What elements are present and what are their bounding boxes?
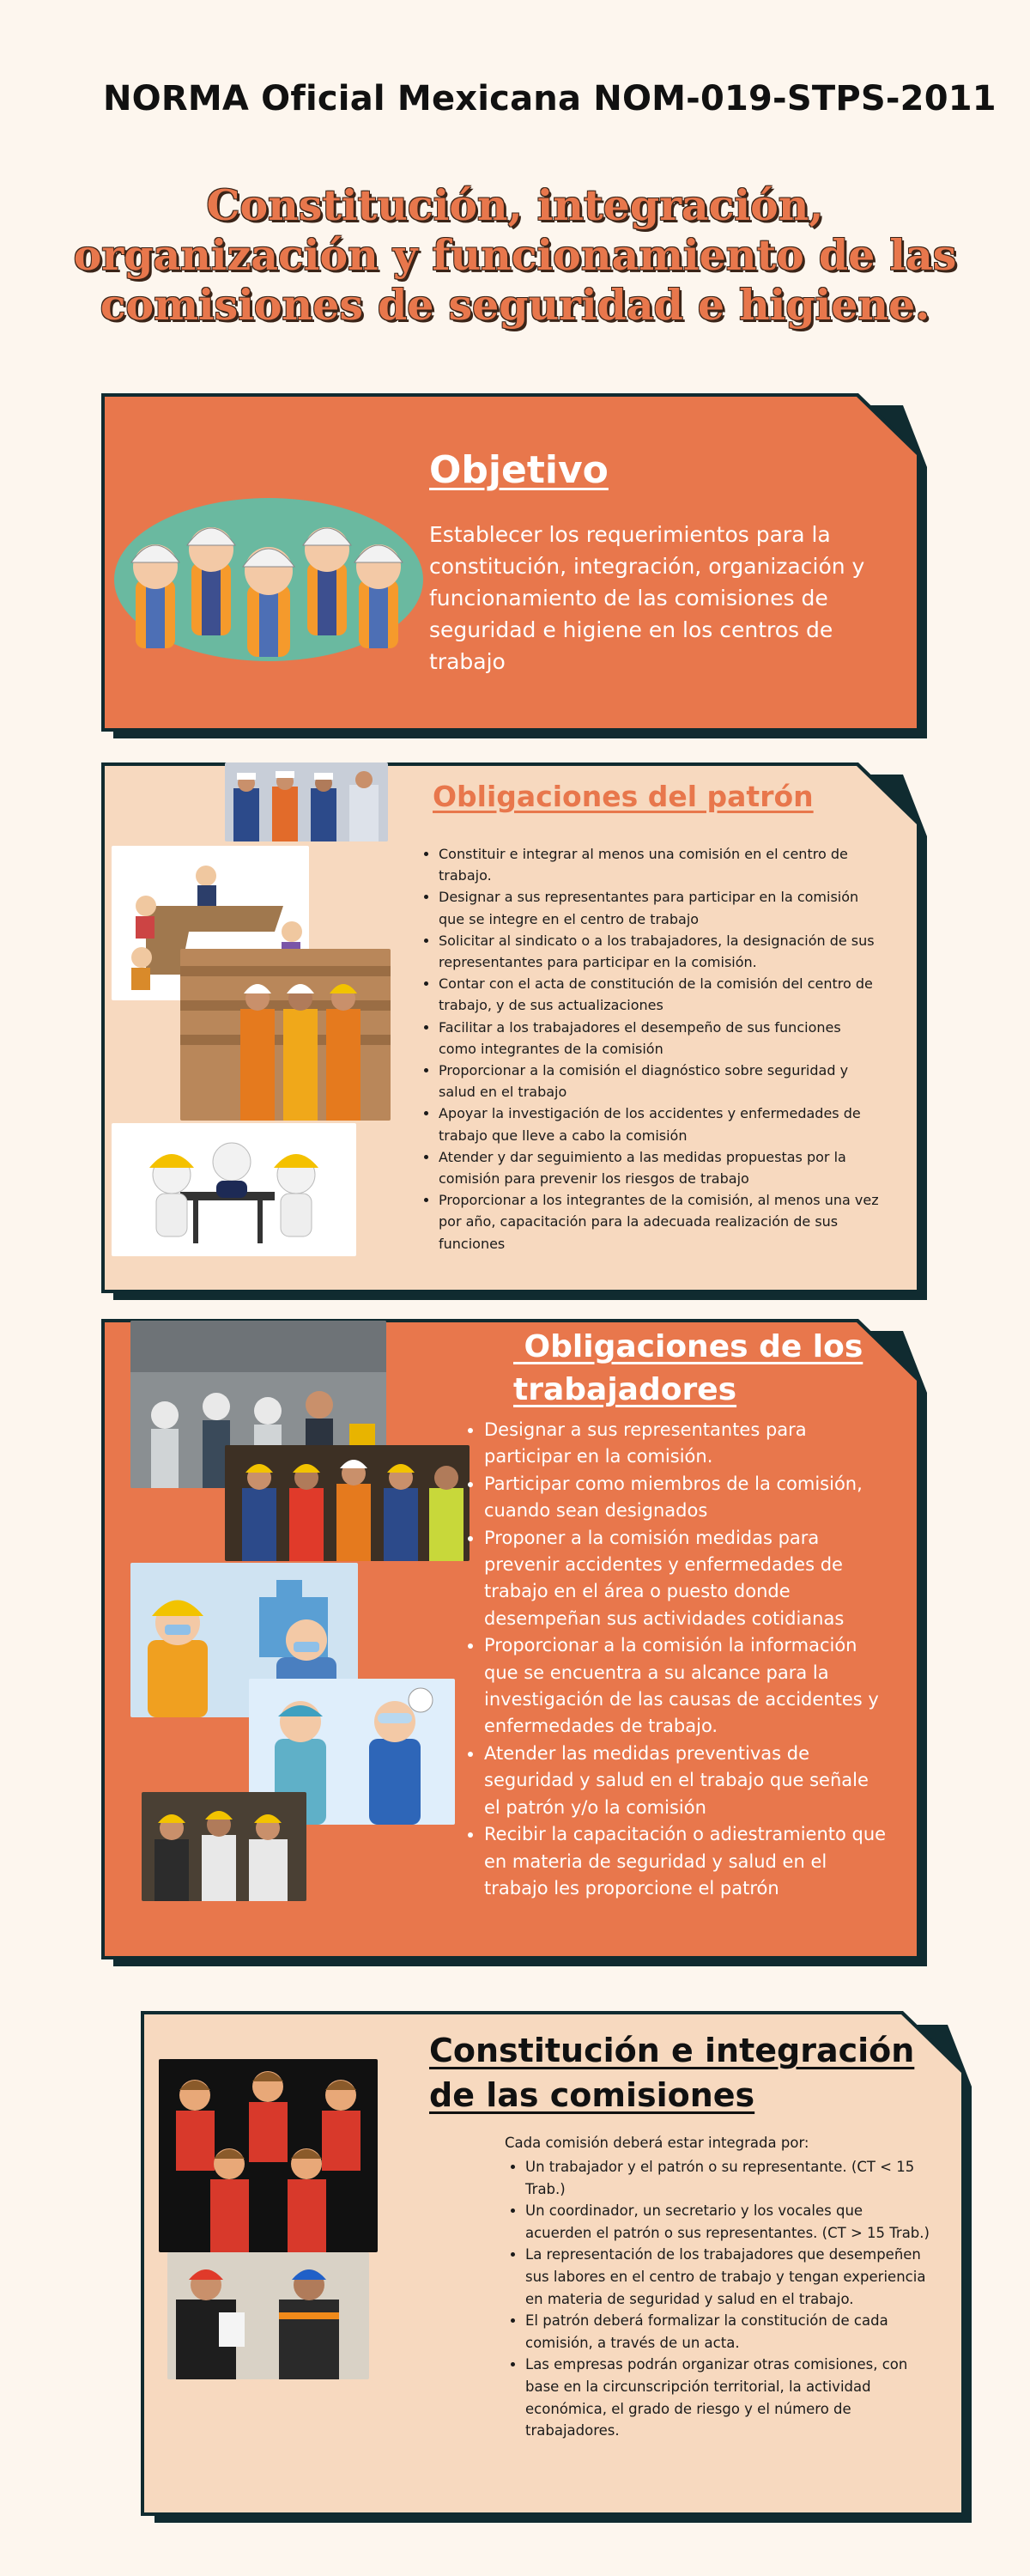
patron-item: • Proporcionar a los integrantes de la comisión, al menos una vez por año, capacitación para la adecuada realización de sus funciones	[439, 1189, 880, 1255]
photo-workers-hardhats	[142, 1792, 306, 1901]
patron-item: • Solicitar al sindicato o a los trabajadores, la designación de sus representantes para participar en la comisión.	[439, 930, 880, 973]
photo-workers-warehouse	[180, 949, 391, 1121]
photo-workers-safety-gear	[225, 1445, 470, 1561]
patron-item: • Atender y dar seguimiento a las medidas propuestas por la comisión para prevenir los riesgos de trabajo	[439, 1146, 880, 1189]
constitucion-item: • La representación de los trabajadores que desempeñen sus labores en el centro de trabajo y tengan experiencia en materia de seguridad y salud en el trabajo.	[525, 2244, 932, 2310]
trabajadores-title-line: Obligaciones de los	[513, 1329, 863, 1364]
constitucion-intro: Cada comisión deberá estar integrada por:	[505, 2135, 809, 2151]
patron-title: Obligaciones del patrón	[433, 780, 814, 813]
patron-item: • Apoyar la investigación de los accidentes y enfermedades de trabajo que lleve a cabo la comisión	[439, 1103, 880, 1145]
constitucion-title-line: de las comisiones	[429, 2076, 755, 2114]
constitucion-title	[429, 2028, 914, 2117]
constitucion-item: • Un coordinador, un secretario y los vocales que acuerden el patrón o sus representantes. (CT > 15 Trab.)	[525, 2200, 932, 2244]
trabajadores-title	[513, 1326, 863, 1412]
constitucion-item: • El patrón deberá formalizar la constitución de cada comisión, a través de un acta.	[525, 2310, 932, 2354]
main-title-line: comisiones de seguridad e higiene.	[100, 280, 930, 330]
trabajadores-title-line: trabajadores	[513, 1372, 737, 1407]
trabajadores-item: • Participar como miembros de la comisión, cuando sean designados	[484, 1471, 888, 1525]
patron-item: • Proporcionar a la comisión el diagnóstico sobre seguridad y salud en el trabajo	[439, 1060, 880, 1103]
illustration-workers-group	[159, 2059, 378, 2252]
photo-workers-meeting	[225, 762, 388, 841]
main-title-line: organización y funcionamiento de las	[73, 230, 957, 280]
patron-item: • Contar con el acta de constitución de la comisión del centro de trabajo, y de sus actualizaciones	[439, 973, 880, 1016]
patron-item: • Constituir e integrar al menos una comisión en el centro de trabajo.	[439, 843, 880, 886]
constitucion-item: • Un trabajador y el patrón o su representante. (CT < 15 Trab.)	[525, 2156, 932, 2200]
constitucion-title-line: Constitución e integración	[429, 2032, 915, 2069]
main-title-line: Constitución, integración,	[206, 180, 824, 230]
trabajadores-item: • Proporcionar a la comisión la información que se encuentra a su alcance para la investigación de las causas de accidentes y enfermedades de trabajo.	[484, 1632, 888, 1741]
patron-list	[416, 843, 880, 1255]
photo-workers-clipboard	[167, 2252, 369, 2379]
patron-item: • Designar a sus representantes para participar en la comisión que se integre en el centro de trabajo	[439, 886, 880, 929]
illustration-3d-workers-table	[112, 1123, 356, 1256]
trabajadores-item: • Designar a sus representantes para participar en la comisión.	[484, 1417, 888, 1471]
workers-cartoon-illustration	[110, 459, 427, 674]
main-title	[52, 180, 978, 330]
document-title: NORMA Oficial Mexicana NOM-019-STPS-2011	[103, 79, 997, 118]
objetivo-text: Establecer los requerimientos para la constitución, integración, organización y funcionamiento de las comisiones de seguridad e higiene en los centros de trabajo	[429, 522, 865, 674]
objetivo-title: Objetivo	[429, 448, 609, 492]
constitucion-list	[503, 2156, 932, 2442]
constitucion-item: • Las empresas podrán organizar otras comisiones, con base en la circunscripción territorial, la actividad económica, el grado de riesgo y el número de trabajadores.	[525, 2354, 932, 2441]
trabajadores-list	[462, 1417, 888, 1902]
patron-item: • Facilitar a los trabajadores el desempeño de sus funciones como integrantes de la comisión	[439, 1017, 880, 1060]
trabajadores-item: • Proponer a la comisión medidas para prevenir accidentes y enfermedades de trabajo en el área o puesto donde desempeñan sus actividades cotidianas	[484, 1525, 888, 1633]
trabajadores-item: • Recibir la capacitación o adiestramiento que en materia de seguridad y salud en el trabajo les proporcione el patrón	[484, 1821, 888, 1902]
trabajadores-item: • Atender las medidas preventivas de seguridad y salud en el trabajo que señale el patrón y/o la comisión	[484, 1741, 888, 1821]
